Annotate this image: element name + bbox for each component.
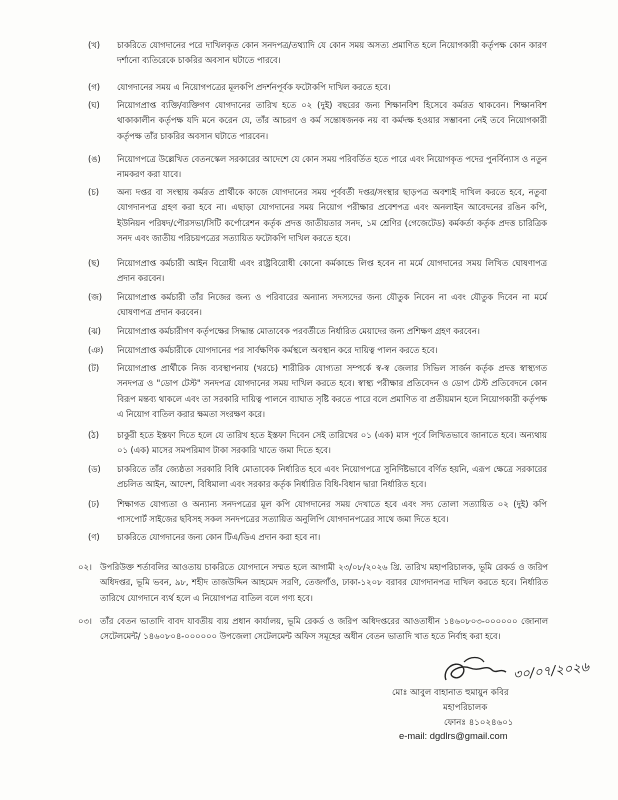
section-number: ০৩। [78,616,92,626]
clause-mark: (ছ) [88,258,100,268]
clause-mark: (খ) [88,40,101,50]
clause-text: চাকরিতে তাঁর জ্যেষ্ঠতা সরকারি বিধি মোতাবেক নির্ধারিত হবে এবং নিয়োগপত্রে সুনির্দিষ্টভাবে বর্ণিত হয়নি, এরূপ ক্ষেত্রে সরকারের প্রচলিত আইন, আদেশ, বিধিমালা এবং সরকার কর্তৃক নির্ধারিত বিধি-বিধান দ্বারা নির্ধারিত হবে। [117,464,547,490]
signature-date: ৩০/০৭/২০২৬ [512,660,590,683]
clause-mark: (জ) [88,292,103,302]
clause-mark: (ড) [88,464,101,474]
clause-text: চাকরিতে যোগদানের জন্য কোন টিএ/ডিএ প্রদান করা হবে না। [117,532,321,542]
signatory-name: মোঃ আবুল বাহানাত হুমায়ুন কবির [392,688,509,698]
clause-mark: (চ) [88,187,100,197]
signatory-designation: মহাপরিচালক [443,703,488,713]
clause-mark: (ঝ) [88,326,101,336]
clause-mark: (ণ) [88,532,100,542]
clause-mark: (ঞ) [88,345,104,355]
clause-text: নিয়োগপ্রাপ্ত কর্মচারীকে যোগদানের পর সার্বক্ষণিক কর্মস্থলে অবস্থান করে দায়িত্ব পালন করতে হবে। [117,345,438,355]
clause-text: নিয়োগপ্রাপ্ত প্রার্থীকে নিজ ব্যবস্থাপনায় (খরচে) শারীরিক যোগ্যতা সম্পর্কে স্ব-স্ব জেলার সিভিল সার্জন কর্তৃক প্রদত্ত স্বাস্থ্যগত সনদপত্র ও "ডোপ টেস্ট" সনদপত্র যোগদানের সময় দাখিল করতে হবে। স্বাস্থ্য পরীক্ষার প্রতিবেদন ও ডোপ টেস্ট প্রতিবেদনে কোন বিরূপ মন্তব্য থাকলে এবং তা সরকারি দায়িত্ব পালনে ব্যাঘাত সৃষ্টি করতে পারে বলে প্রমাণিত বা প্রতীয়মান হলে নিয়োগকারী কর্তৃপক্ষ এ নিয়োগ বাতিল করার ক্ষমতা সংরক্ষণ করে। [117,363,547,419]
clause-mark: (ট) [88,363,100,373]
clause-text: নিয়োগপ্রাপ্ত কর্মচারী আইন বিরোধী এবং রাষ্ট্রবিরোধী কোনো কর্মকান্ডে লিপ্ত হবেন না মর্মে যোগদানের সময় লিখিত ঘোষণাপত্র প্রদান করবেন। [117,258,547,284]
section-text: উপরিউক্ত শর্তাবলির আওতায় চাকরিতে যোগদানে সম্মত হলে আগামী ২৩/০৮/২০২৬ খ্রি. তারিখ মহাপরিচালক, ভূমি রেকর্ড ও জরিপ অধিদপ্তর, ভূমি ভবন, ৯৮, শহীদ তাজউদ্দিন আহমেদ সরণি, তেজগাঁও, ঢাকা-১২০৮ বরাবর যোগদানপত্র দাখিল করতে হবে। নির্ধারিত তারিখে যোগদানে ব্যর্থ হলে এ নিয়োগপত্র বাতিল বলে গণ্য হবে। [100,562,548,603]
clause-text: অন্য দপ্তর বা সংস্থায় কর্মরত প্রার্থীকে কাজে যোগদানের সময় পূর্ববর্তী দপ্তর/সংস্থার ছাড়পত্র অবশ্যই দাখিল করতে হবে, নতুবা যোগদানপত্র গ্রহণ করা হবে না। এছাড়া যোগদানের সময় নিয়োগ পরীক্ষার প্রবেশপত্র এবং অনলাইন আবেদনের রঙিন কপি, ইউনিয়ন পরিষদ/পৌরসভা/সিটি কর্পোরেশন কর্তৃক প্রদত্ত জাতীয়তার সনদ, ১ম শ্রেণির (গেজেটেড) কর্মকর্তা কর্তৃক প্রদত্ত চারিত্রিক সনদ এবং জাতীয় পরিচয়পত্রের সত্যায়িত ফটোকপি দাখিল করতে হবে। [117,187,547,243]
section-number: ০২। [78,562,92,572]
clause-text: নিয়োগপ্রাপ্ত ব্যক্তি/ব্যক্তিগণ যোগদানের তারিখ হতে ০২ (দুই) বছরের জন্য শিক্ষানবিশ হিসেবে কর্মরত থাকবেন। শিক্ষানবিশ থাকাকালীন কর্তৃপক্ষ যদি মনে করেন যে, তাঁর আচরণ ও কর্ম সন্তোষজনক নয় বা কর্মদক্ষ হওয়ার সম্ভাবনা নেই তবে নিয়োগকারী কর্তৃপক্ষ তাঁর চাকরির অবসান ঘটাতে পারবেন। [117,100,547,141]
clause-text: চাকুরী হতে ইস্তফা দিতে হলে যে তারিখ হতে ইস্তফা দিবেন সেই তারিখের ০১ (এক) মাস পূর্বে লিখিতভাবে জানাতে হবে। অন্যথায় ০১ (এক) মাসের সমপরিমাণ টাকা সরকারি খাতে জমা দিতে হবে। [117,430,547,456]
clause-mark: (ঢ) [88,499,100,509]
clause-mark: (গ) [88,82,101,92]
clause-text: শিক্ষাগত যোগ্যতা ও অন্যান্য সনদপত্রের মূল কপি যোগদানের সময় দেখাতে হবে এবং সদ্য তোলা সত্যায়িত ০২ (দুই) কপি পাসপোর্ট সাইজের ছবিসহ সকল সনদপত্রের সত্যায়িত অনুলিপি যোগদানপত্রের সাথে জমা দিতে হবে। [117,499,547,525]
clause-text: নিয়োগপ্রাপ্ত কর্মচারীগণ কর্তৃপক্ষের সিদ্ধান্ত মোতাবেক পরবর্তীতে নির্ধারিত মেয়াদের জন্য প্রশিক্ষণ গ্রহণ করবেন। [117,326,480,336]
clause-mark: (ঘ) [88,100,100,110]
signatory-email: e-mail: dgdlrs@gmail.com [399,730,508,741]
clause-text: নিয়োগপত্রে উল্লেখিত বেতনস্কেল সরকারের আদেশে যে কোন সময় পরিবর্তিত হতে পারে এবং নিয়োগকৃত পদের পুনর্বিন্যাস ও নতুন নামকরণ করা যাবে। [117,154,547,180]
clause-text: নিয়োগপ্রাপ্ত কর্মচারী তাঁর নিজের জন্য ও পরিবারের অন্যান্য সদস্যদের জন্য যৌতুক নিবেন না এবং যৌতুক দিবেন না মর্মে ঘোষণাপত্র প্রদান করবেন। [117,292,547,318]
section-text: তাঁর বেতন ভাতাদি বাবদ যাবতীয় ব্যয় প্রধান কার্যালয়, ভূমি রেকর্ড ও জরিপ অধিদপ্তরের আওতাধীন ১৪৬০৮০৩-০০০০০০ জোনাল সেটেলমেন্ট/ ১৪৬০৮০৪-০০০০০০ উপজেলা সেটেলমেন্ট অফিস সমূহের অধীন বেতন ভাতাদি খাত হতে নির্বাহ করা হবে। [100,616,548,642]
clause-mark: (ঠ) [88,430,100,440]
clause-mark: (ঙ) [88,154,101,164]
clause-text: চাকরিতে যোগদানের পরে দাখিলকৃত কোন সনদপত্র/তথ্যাদি যে কোন সময় অসত্য প্রমাণিত হলে নিয়োগকারী কর্তৃপক্ষ কোন কারণ দর্শানো ব্যতিরেকে চাকরির অবসান ঘটাতে পারবে। [117,40,547,66]
clause-text: যোগদানের সময় এ নিয়োগপত্রের মূলকপি প্রদর্শনপূর্বক ফটোকপি দাখিল করতে হবে। [117,82,391,92]
signatory-phone: ফোনঃ ৪১০২৪৬০১ [444,718,514,728]
